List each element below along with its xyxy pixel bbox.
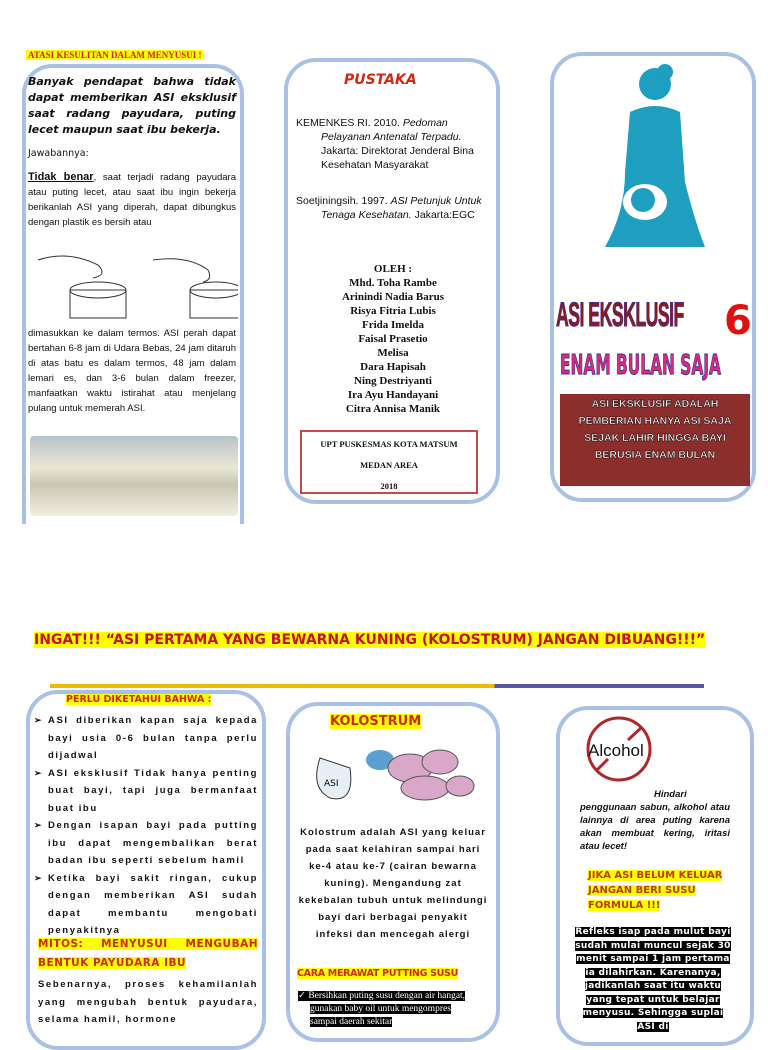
reference-1: [296, 116, 491, 172]
asi-drop-label: ASI: [324, 779, 339, 789]
fact-item: ➢ Ketika bayi sakit ringan, cukup dengan memberikan ASI sudah dapat membantu mengobati penyakitnya: [34, 870, 258, 940]
freezer-milk-photo: [30, 436, 238, 516]
care-heading-text: CARA MERAWAT PUTTING SUSU: [297, 968, 458, 979]
fact-item: ➢ ASI diberikan kapan saja kepada bayi usia 0-6 bulan tanpa perlu dijadwal: [34, 712, 258, 765]
formula-warning: [588, 868, 728, 913]
care-item-text: Bersihkan puting susu dengan air hangat, gunakan baby oil untuk mengompres sampai daerah sekitar: [308, 991, 466, 1027]
reference-2: [296, 194, 491, 222]
author: Mhd. Toha Rambe: [349, 277, 437, 289]
care-item: ✓ Bersihkan puting susu dengan air hangat, gunakan baby oil untuk mengompres sampai daerah sekitar: [298, 991, 466, 1027]
author: Risya Fitria Lubis: [350, 305, 436, 317]
kolostrum-virus-illustration: [300, 738, 480, 806]
fact-item: ➢ Dengan isapan bayi pada putting ibu dapat mengembalikan berat badan ibu seperti sebelum hamil: [34, 817, 258, 870]
definition-box: ASI EKSKLUSIF ADALAH PEMBERIAN HANYA ASI SAJA SEJAK LAHIR HINGGA BAYI BERUSIA ENAM BULAN: [560, 394, 750, 486]
no-alcohol-icon: [584, 714, 654, 784]
warning-text: Hindari penggunaan sabun, alkohol atau lainnya di area puting karena akan membuat kering, iritasi atau lecet!: [580, 789, 730, 852]
author: Ira Ayu Handayani: [347, 389, 439, 401]
breastfeeding-mother-icon: [585, 62, 725, 262]
organization-box: [300, 430, 478, 494]
pustaka-title: PUSTAKA: [344, 72, 417, 88]
author: Citra Annisa Manik: [345, 403, 441, 415]
org-year: 2018: [380, 481, 398, 491]
by-label: OLEH :: [373, 263, 413, 275]
answer-label: Jawabannya:: [28, 148, 89, 159]
divider-bar: [50, 684, 704, 688]
myth-explanation: Sebenarnya, proses kehamilanlah yang mengubah bentuk payudara, selama hamil, hormone: [38, 979, 258, 1025]
author: Dara Hapisah: [360, 361, 426, 373]
reflex-text: [575, 926, 731, 1034]
kolostrum-title-text: KOLOSTRUM: [330, 714, 422, 729]
left-heading: ATASI KESULITAN DALAM MENYUSUI !: [28, 50, 202, 60]
ref1-author: KEMENKES RI. 2010.: [296, 117, 400, 129]
answer-bold: Tidak benar: [28, 171, 94, 183]
ref2-author: Soetjiningsih. 1997.: [296, 195, 388, 207]
facts-heading: [64, 694, 213, 705]
milk-pumping-illustration: [28, 240, 238, 320]
facts-list: [34, 712, 258, 940]
ref1-title: Pedoman Pelayanan Antenatal Terpadu.: [321, 117, 462, 143]
author: Arinindi Nadia Barus: [341, 291, 445, 303]
ref2-rest: Jakarta:EGC: [414, 209, 475, 221]
myth-text: MITOS: MENYUSUI MENGUBAH BENTUK PAYUDARA IBU: [38, 938, 258, 969]
org-city: MEDAN AREA: [360, 460, 418, 470]
storage-text: dimasukkan ke dalam termos. ASI perah dapat bertahan 6-8 jam di Udara Bebas, 24 jam ditaruh di atas batu es dalam termos, 48 jam dalam lemari es, dan 3-6 bulan dalam freezer, manfaatkan waktu istirahat atau menjelang pulang untuk memerah ASI.: [28, 328, 236, 414]
kolostrum-text: Kolostrum adalah ASI yang keluar pada saat kelahiran sampai hari ke-4 atau ke-7 (cairan bewarna kuning). Mengandung zat kekebalan tubuh untuk melindungi bayi dari berbagai penyakit infeksi dan mencegah alergi: [298, 827, 488, 940]
fact-item: ➢ ASI eksklusif Tidak hanya penting buat bayi, tapi juga bermanfaat buat ibu: [34, 765, 258, 818]
ref2-title: ASI Petunjuk Untuk Tenaga Kesehatan.: [321, 195, 482, 221]
cover-number: 6: [724, 298, 752, 344]
author: Ning Destriyanti: [354, 375, 432, 387]
answer-rest: , saat terjadi radang payudara atau puting lecet, atau saat ibu ingin bekerja berikanlah ASI yang diperah, dapat dibungkus dengan plastik es bersih atau: [28, 172, 236, 228]
formula-text: JIKA ASI BELUM KELUAR JANGAN BERI SUSU FORMULA !!!: [588, 870, 723, 911]
author: Frida Imelda: [361, 319, 425, 331]
authors-block: [290, 262, 496, 416]
answer-text: [28, 170, 236, 230]
myth-heading: [38, 935, 258, 973]
cover-title: ASI EKSKLUSIF: [556, 296, 684, 334]
kolostrum-title: [328, 714, 423, 729]
kolostrum-banner: [34, 628, 734, 652]
author: Melisa: [377, 347, 409, 359]
care-heading: [297, 968, 458, 979]
alcohol-label: Alcohol: [588, 741, 644, 760]
org-name: UPT PUSKESMAS KOTA MATSUM: [320, 439, 458, 449]
question-text: Banyak pendapat bahwa tidak dapat memberikan ASI eksklusif saat radang payudara, puting lecet maupun saat ibu bekerja.: [28, 75, 236, 136]
banner-text: INGAT!!! “ASI PERTAMA YANG BEWARNA KUNING (KOLOSTRUM) JANGAN DIBUANG!!!”: [34, 632, 706, 648]
author: Faisal Prasetio: [358, 333, 428, 345]
cover-subtitle: ENAM BULAN SAJA: [560, 348, 721, 381]
facts-heading-text: PERLU DIKETAHUI BAHWA :: [66, 694, 212, 705]
reflex-text-content: Refleks isap pada mulut bayi sudah mulai muncul sejak 30 menit sampai 1 jam pertama ia dilahirkan. Karenanya, jadikanlah saat itu waktu yang tepat untuk belajar menyusu. Sehingga suplai ASI di: [575, 927, 731, 1032]
ref1-rest: Jakarta: Direktorat Jenderal Bina Kesehatan Masyarakat: [321, 145, 474, 171]
